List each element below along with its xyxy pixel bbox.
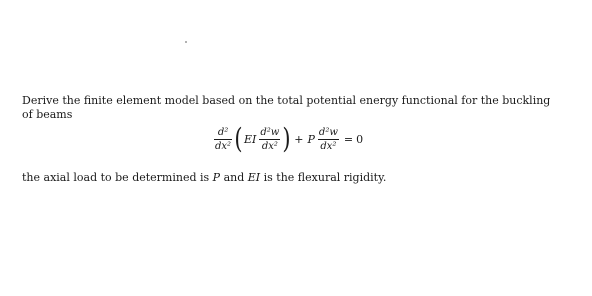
fraction-bar (214, 139, 232, 140)
problem-statement (22, 94, 574, 122)
equation-rhs: 0 (356, 132, 364, 146)
second-derivative-numerator: d²w (318, 126, 338, 138)
second-derivative-denominator: dx² (320, 140, 337, 152)
fraction-bar (318, 139, 339, 140)
closing-text-3: is the flexural rigidity. (260, 171, 387, 184)
problem-line-2: of beams (22, 108, 73, 121)
left-parenthesis: ( (234, 122, 243, 155)
closing-text-2: and (220, 171, 248, 184)
plus-operator: + (294, 132, 304, 146)
right-parenthesis: ) (282, 122, 291, 155)
inner-derivative (259, 127, 280, 152)
stray-dot (185, 41, 187, 43)
inner-derivative-numerator: d²w (260, 126, 280, 138)
flexural-rigidity-symbol: EI (244, 132, 257, 146)
closing-sentence (22, 171, 386, 185)
buckling-equation (212, 119, 363, 159)
problem-line-1: Derive the finite element model based on the total potential energy functional for the buckling (22, 94, 551, 107)
outer-derivative-denominator: dx² (215, 140, 232, 152)
closing-EI-symbol: EI (247, 171, 261, 184)
outer-derivative (214, 127, 232, 152)
fraction-bar (259, 139, 280, 140)
axial-load-symbol: P (307, 132, 315, 146)
second-derivative-term (318, 127, 339, 152)
closing-P-symbol: P (212, 171, 221, 184)
equals-operator: = (343, 132, 354, 146)
outer-derivative-numerator: d² (217, 126, 229, 138)
closing-text-1: the axial load to be determined is (22, 171, 213, 184)
inner-derivative-denominator: dx² (261, 140, 278, 152)
